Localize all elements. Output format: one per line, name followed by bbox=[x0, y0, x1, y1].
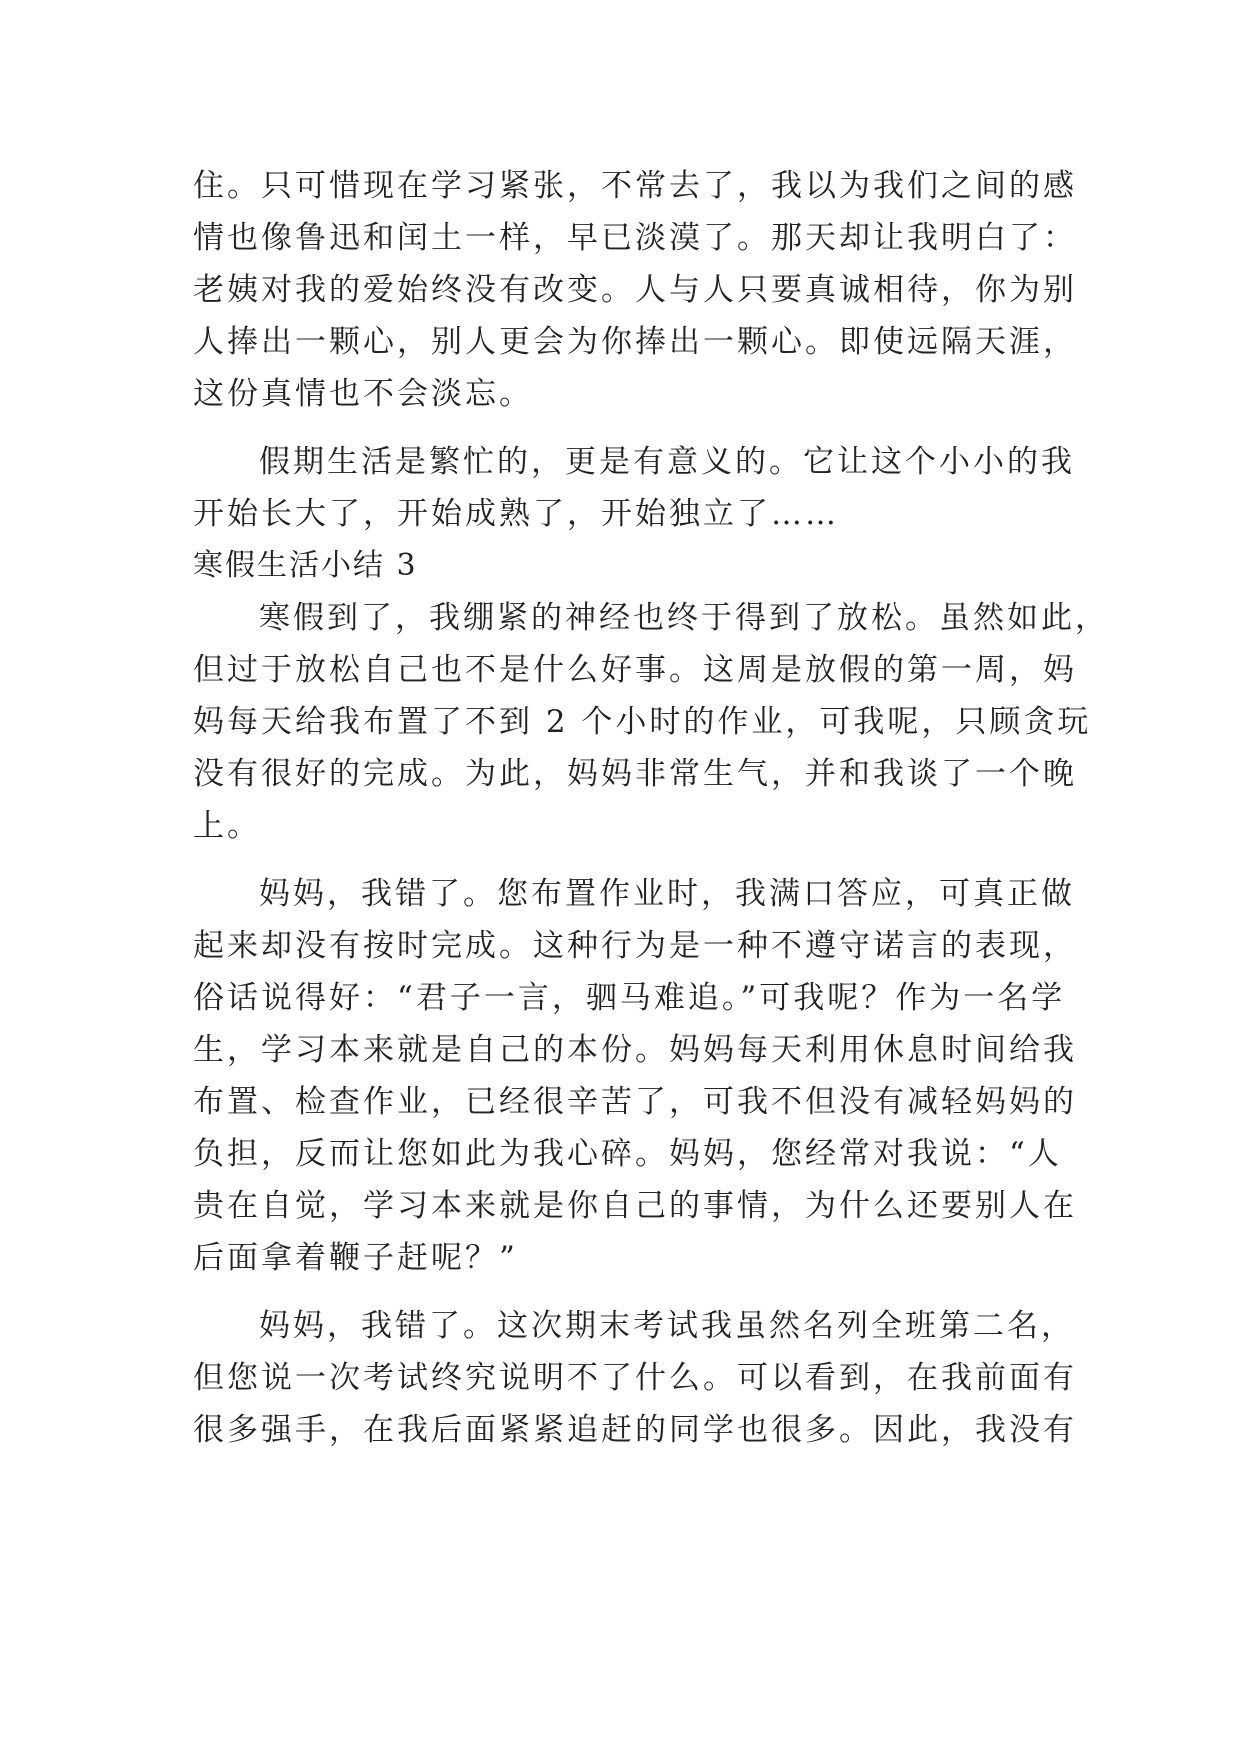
text-line: 人捧出一颗心，别人更会为你捧出一颗心。即使远隔天涯， bbox=[193, 324, 1077, 360]
text-line: 生，学习本来就是自己的本份。妈妈每天利用休息时间给我 bbox=[193, 1032, 1077, 1068]
paragraph bbox=[193, 592, 1109, 852]
text-line: 开始长大了，开始成熟了，开始独立了…… bbox=[193, 496, 839, 532]
text-line: 这份真情也不会淡忘。 bbox=[193, 376, 533, 412]
text-line: 上。 bbox=[193, 808, 261, 844]
text-line: 很多强手，在我后面紧紧追赶的同学也很多。因此，我没有 bbox=[193, 1412, 1077, 1448]
paragraph bbox=[193, 160, 1077, 420]
text-line: 但您说一次考试终究说明不了什么。可以看到，在我前面有 bbox=[193, 1360, 1077, 1396]
text-line: 贵在自觉，学习本来就是你自己的事情，为什么还要别人在 bbox=[193, 1188, 1077, 1224]
text-line: 寒假到了，我绷紧的神经也终于得到了放松。虽然如此， bbox=[259, 600, 1109, 636]
text-line: 没有很好的完成。为此，妈妈非常生气，并和我谈了一个晚 bbox=[193, 756, 1077, 792]
section-title: 寒假生活小结 3 bbox=[193, 548, 418, 583]
text-line: 后面拿着鞭子赶呢？” bbox=[193, 1240, 518, 1276]
text-line: 负担，反而让您如此为我心碎。妈妈，您经常对我说：“人 bbox=[193, 1136, 1062, 1172]
text-line: 老姨对我的爱始终没有改变。人与人只要真诚相待，你为别 bbox=[193, 272, 1077, 308]
text-line: 但过于放松自己也不是什么好事。这周是放假的第一周，妈 bbox=[193, 652, 1077, 688]
paragraph bbox=[193, 1300, 1077, 1456]
text-line: 妈妈，我错了。这次期末考试我虽然名列全班第二名， bbox=[259, 1308, 1075, 1344]
paragraph bbox=[193, 436, 1075, 540]
text-line: 妈每天给我布置了不到 2 个小时的作业，可我呢，只顾贪玩 bbox=[193, 704, 1092, 740]
text-line: 住。只可惜现在学习紧张，不常去了，我以为我们之间的感 bbox=[193, 168, 1077, 204]
text-line: 情也像鲁迅和闰土一样，早已淡漠了。那天却让我明白了： bbox=[193, 220, 1077, 256]
text-line: 起来却没有按时完成。这种行为是一种不遵守诺言的表现， bbox=[193, 928, 1077, 964]
document-body bbox=[193, 160, 1109, 1456]
text-line: 俗话说得好：“君子一言，驷马难追。”可我呢？作为一名学 bbox=[193, 980, 1066, 1016]
text-line: 妈妈，我错了。您布置作业时，我满口答应，可真正做 bbox=[259, 876, 1075, 912]
paragraph bbox=[193, 868, 1077, 1284]
text-line: 布置、检查作业，已经很辛苦了，可我不但没有减轻妈妈的 bbox=[193, 1084, 1077, 1120]
text-line: 假期生活是繁忙的，更是有意义的。它让这个小小的我 bbox=[259, 444, 1075, 480]
